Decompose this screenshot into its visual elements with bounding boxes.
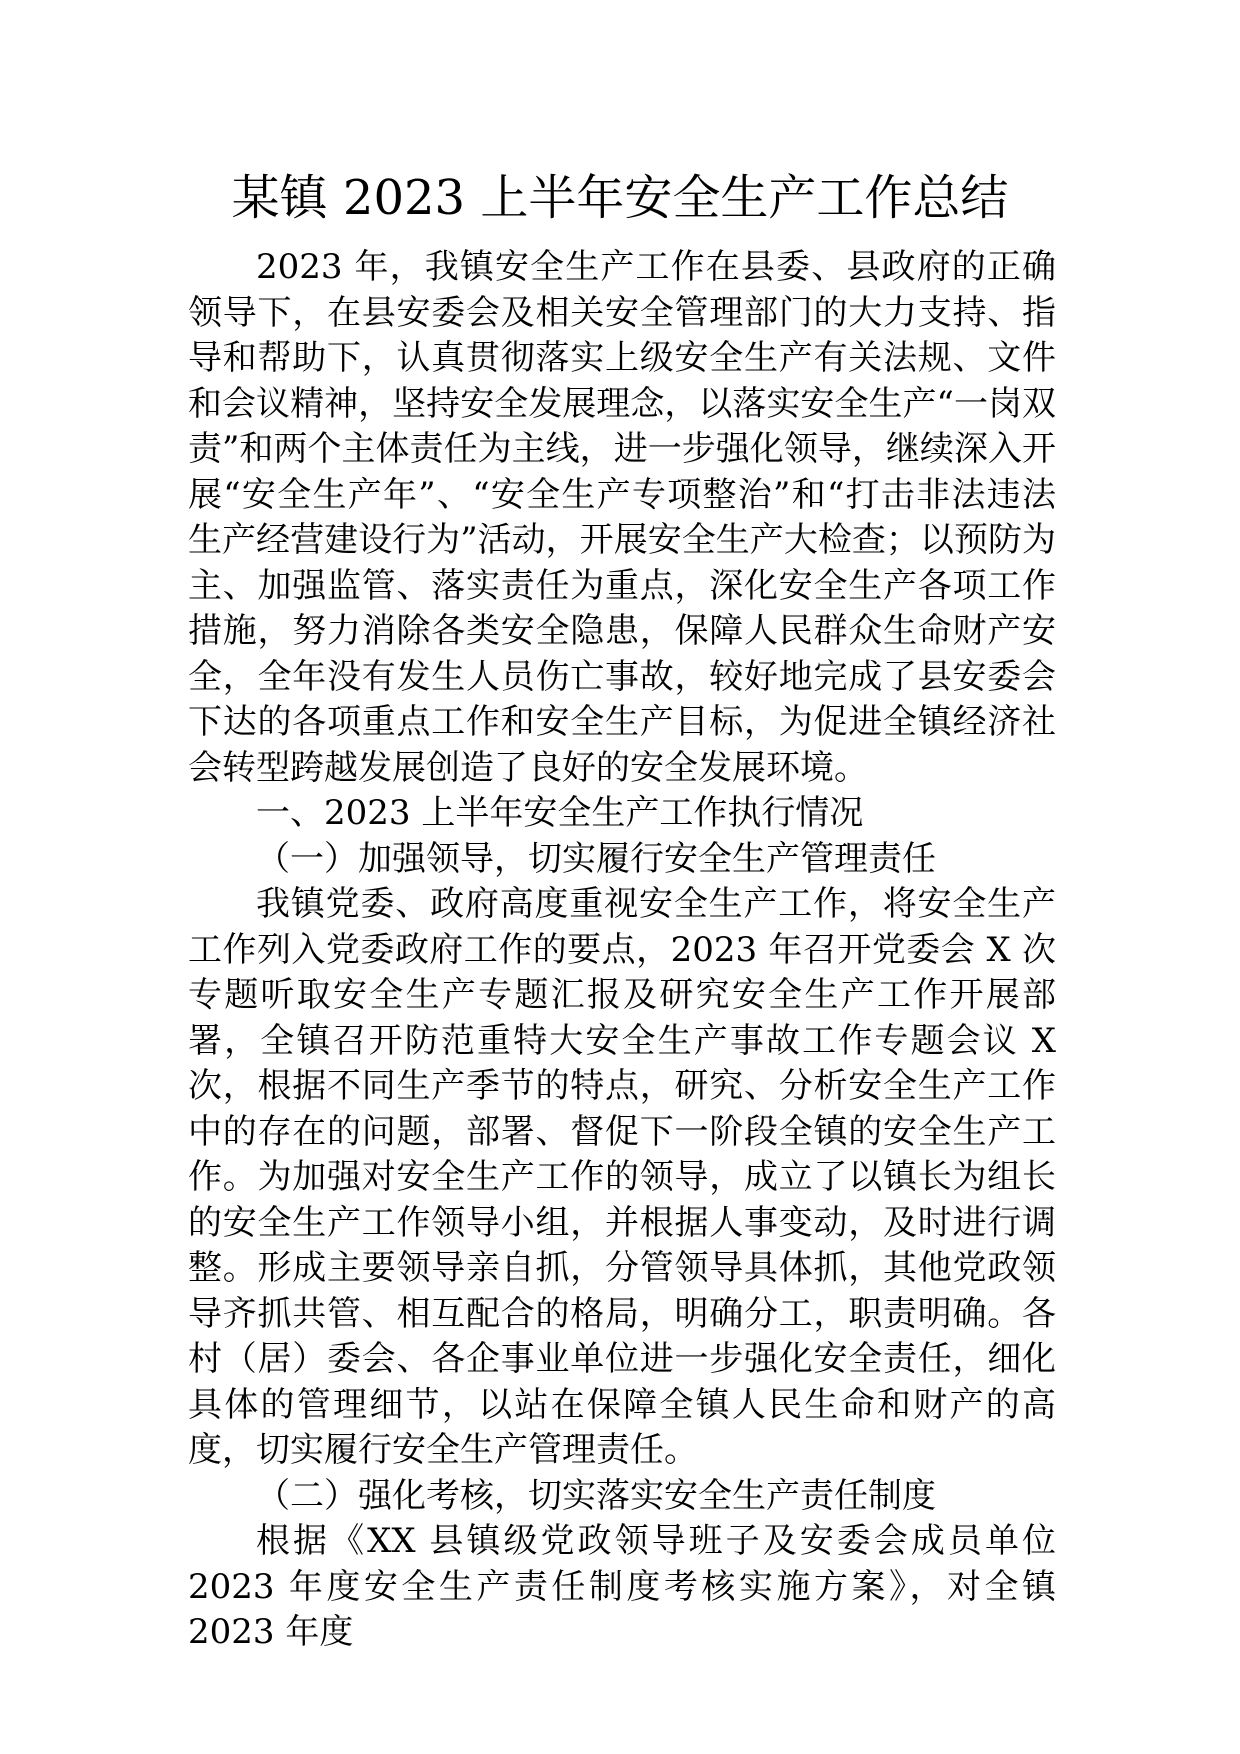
subsection-heading-2: （二）强化考核，切实落实安全生产责任制度 (256, 1475, 936, 1516)
intro-paragraph: 2023 年，我镇安全生产工作在县委、县政府的正确领导下，在县安委会及相关安全管理部门的大力支持、指导和帮助下，认真贯彻落实上级安全生产有关法规、文件和会议精神，坚持安全发展理念，以落实安全生产“一岗双责”和两个主体责任为主线，进一步强化领导，继续深入开展“安全生产年”、“安全生产专项整治”和“打击非法违法生产经营建设行为”活动，开展安全生产大检查；以预防为主、加强监管、落实责任为重点，深化安全生产各项工作措施，努力消除各类安全隐患，保障人民群众生命财产安全，全年没有发生人员伤亡事故，较好地完成了县安委会下达的各项重点工作和安全生产目标，为促进全镇经济社会转型跨越发展创造了良好的安全发展环境。 (188, 247, 1056, 788)
section-heading-1: 一、2023 上半年安全生产工作执行情况 (256, 793, 864, 833)
document-title: 某镇 2023 上半年安全生产工作总结 (231, 170, 1009, 226)
subsection-2-paragraph: 根据《XX 县镇级党政领导班子及安委会成员单位 2023 年度安全生产责任制度考核实施方案》，对全镇 2023 年度 (188, 1521, 1056, 1652)
document-body (188, 245, 1056, 1656)
subsection-1-paragraph: 我镇党委、政府高度重视安全生产工作，将安全生产工作列入党委政府工作的要点，2023 年召开党委会 X 次专题听取安全生产专题汇报及研究安全生产工作开展部署，全镇召开防范重特大安全生产事故工作专题会议 X 次，根据不同生产季节的特点，研究、分析安全生产工作中的存在的问题，部署、督促下一阶段全镇的安全生产工作。为加强对安全生产工作的领导，成立了以镇长为组长的安全生产工作领导小组，并根据人事变动，及时进行调整。形成主要领导亲自抓，分管领导具体抓，其他党政领导齐抓共管、相互配合的格局，明确分工，职责明确。各村（居）委会、各企事业单位进一步强化安全责任，细化具体的管理细节，以站在保障全镇人民生命和财产的高度，切实履行安全生产管理责任。 (188, 884, 1056, 1470)
subsection-heading-1: （一）加强领导，切实履行安全生产管理责任 (256, 838, 936, 879)
